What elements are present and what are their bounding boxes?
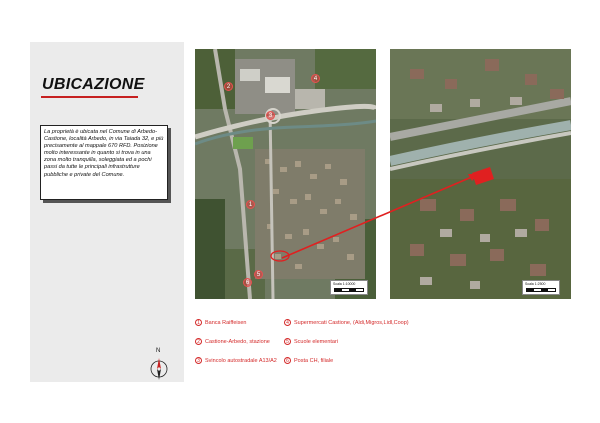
- map-pin-2: [224, 82, 233, 91]
- legend-item-5: [284, 338, 338, 345]
- map-pin-6: [243, 278, 252, 287]
- legend-number: 6: [284, 357, 291, 364]
- aerial-map-detail: [390, 49, 571, 299]
- legend-item-3: [195, 357, 277, 364]
- aerial-map-overview: [195, 49, 376, 299]
- map-pin-label: 2: [226, 83, 231, 90]
- scale-bar-right: [526, 288, 556, 292]
- map-pin-label: 1: [248, 201, 253, 208]
- legend-label: Scuole elementari: [294, 338, 339, 345]
- page-title: UBICAZIONE: [42, 76, 145, 93]
- aerial-map-detail-image: [390, 49, 571, 299]
- legend-number: 2: [195, 338, 202, 345]
- map-pin-1: [246, 200, 255, 209]
- legend-number: 5: [284, 338, 291, 345]
- scale-bar-left: [334, 288, 364, 292]
- scale-box-right: [522, 280, 560, 295]
- legend-number: 4: [284, 319, 291, 326]
- map-pin-label: 5: [256, 271, 261, 278]
- scale-label-right: Scala 1:2500: [525, 282, 546, 286]
- description-text: La proprietà è ubicata nel Comune di Arbedo-Castione, località Arbedo, in via Taiada 32, e più precisamente al mappale 670 RFD. Posizione molto interessante in quanto si trova in una zona molto tranquilla, soleggiata ed a pochi passi da tutte le principali infrastrutture pubbliche e private del Comune.: [44, 129, 164, 178]
- legend-item-6: [284, 357, 333, 364]
- legend-item-4: [284, 319, 409, 326]
- aerial-map-overview-image: [195, 49, 376, 299]
- map-pin-label: 6: [245, 279, 250, 286]
- legend-item-1: [195, 319, 246, 326]
- compass-north-label: N: [156, 348, 161, 354]
- title-underline: [41, 96, 138, 98]
- scale-label-left: Scala 1:10000: [333, 282, 356, 286]
- legend-number: 1: [195, 319, 202, 326]
- scale-box-left: [330, 280, 368, 295]
- legend-label: Castione-Arbedo, stazione: [205, 338, 270, 345]
- legend-label: Svincolo autostradale A13/A2: [205, 357, 277, 364]
- compass-icon: [148, 352, 170, 380]
- map-pin-label: 3: [268, 112, 273, 119]
- map-pin-3: [266, 111, 275, 120]
- legend-item-2: [195, 338, 270, 345]
- legend-number: 3: [195, 357, 202, 364]
- legend-label: Posta CH, filiale: [294, 357, 334, 364]
- map-pin-label: 4: [313, 75, 318, 82]
- map-pin-5: [254, 270, 263, 279]
- legend-label: Banca Raiffeisen: [205, 319, 247, 326]
- map-pin-4: [311, 74, 320, 83]
- description-box: [40, 125, 168, 200]
- legend-label: Supermercati Castione, (Aldi,Migros,Lidl,Coop): [294, 319, 409, 326]
